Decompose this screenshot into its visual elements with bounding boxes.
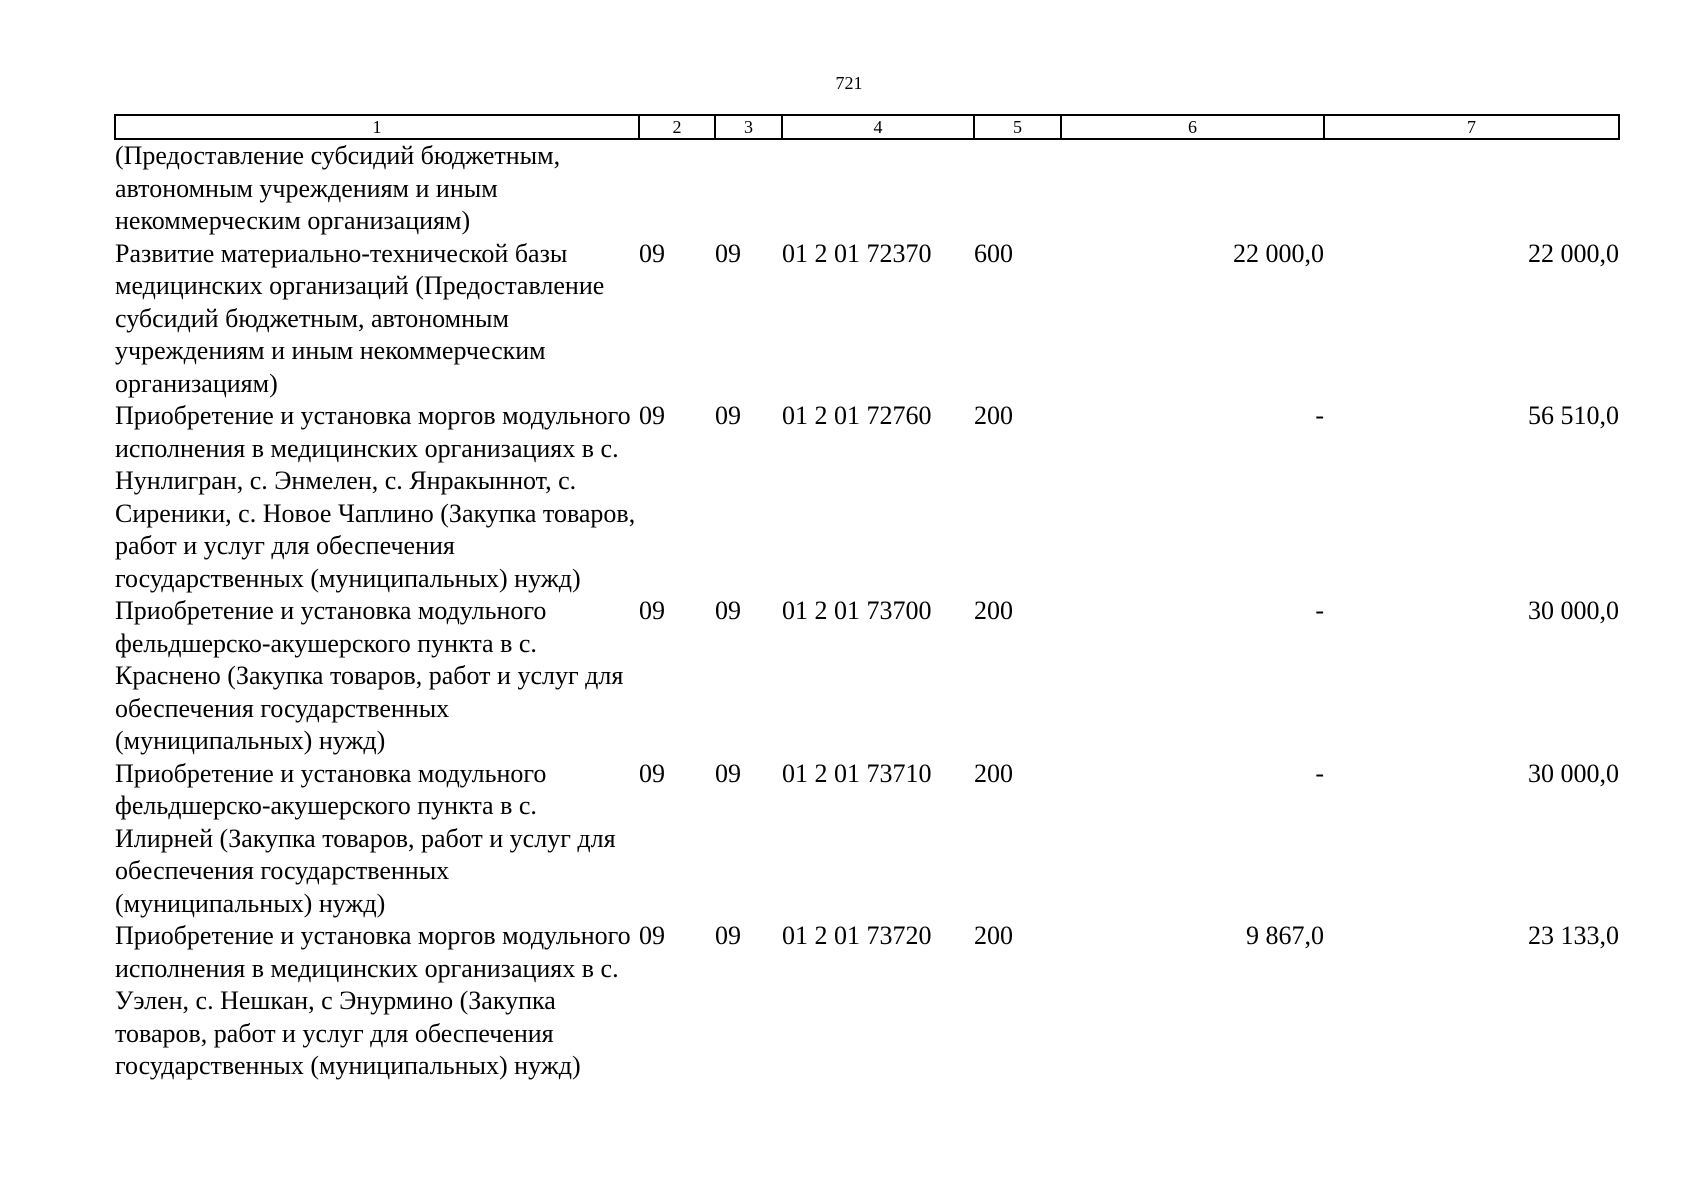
row-amount-6: - xyxy=(1315,596,1324,625)
row-subsection: 09 xyxy=(715,596,741,625)
row-amount-7: 56 510,0 xyxy=(1528,401,1619,430)
column-number-6: 6 xyxy=(1061,115,1324,139)
row-expense-type: 200 xyxy=(974,401,1013,430)
page-number: 721 xyxy=(835,73,863,93)
column-number-7: 7 xyxy=(1324,115,1619,139)
row-subsection: 09 xyxy=(715,921,741,950)
row-target-article: 01 2 01 73720 xyxy=(782,921,932,950)
row-expense-type: 200 xyxy=(974,921,1013,950)
budget-table xyxy=(114,114,1620,1083)
column-number-row xyxy=(115,115,1619,139)
row-subsection: 09 xyxy=(715,758,741,788)
column-number-3: 3 xyxy=(715,115,782,139)
table-body xyxy=(115,139,1619,1083)
row-section: 09 xyxy=(639,401,665,430)
row-expense-type: 600 xyxy=(974,238,1013,268)
table-row xyxy=(115,595,1619,758)
column-number-4: 4 xyxy=(782,115,974,139)
table-row xyxy=(115,139,1619,238)
row-amount-6: - xyxy=(1315,758,1324,788)
row-amount-6: - xyxy=(1315,401,1324,430)
row-subsection: 09 xyxy=(715,238,741,268)
row-section xyxy=(639,139,715,238)
row-amount-7 xyxy=(1324,139,1619,238)
table-row xyxy=(115,238,1619,401)
table-header xyxy=(115,115,1619,139)
row-target-article xyxy=(782,139,974,238)
row-section: 09 xyxy=(639,921,665,950)
row-target-article: 01 2 01 72760 xyxy=(782,401,932,430)
row-description: Приобретение и установка модульного фельдшерско-акушерского пункта в с. Краснено (Закупка товаров, работ и услуг для обеспечения государственных (муниципальных) нужд) xyxy=(115,596,624,755)
column-number-5: 5 xyxy=(974,115,1061,139)
row-expense-type: 200 xyxy=(974,758,1013,788)
row-amount-6: 9 867,0 xyxy=(1246,921,1324,950)
table-row xyxy=(115,758,1619,921)
row-subsection xyxy=(715,139,782,238)
row-amount-7: 30 000,0 xyxy=(1528,758,1619,788)
table-row xyxy=(115,920,1619,1083)
row-description: Развитие материально-технической базы медицинских организаций (Предоставление субсидий бюджетным, автономным учреждениям и иным некоммерческим организациям) xyxy=(115,238,605,398)
row-amount-6: 22 000,0 xyxy=(1233,238,1324,268)
row-target-article: 01 2 01 72370 xyxy=(782,238,932,268)
column-number-1: 1 xyxy=(115,115,639,139)
row-section: 09 xyxy=(639,596,665,625)
row-expense-type xyxy=(974,139,1061,238)
column-number-2: 2 xyxy=(639,115,715,139)
table-row xyxy=(115,400,1619,595)
row-amount-6 xyxy=(1061,139,1324,238)
row-expense-type: 200 xyxy=(974,596,1013,625)
row-amount-7: 23 133,0 xyxy=(1528,921,1619,950)
row-target-article: 01 2 01 73700 xyxy=(782,596,932,625)
row-section: 09 xyxy=(639,758,665,788)
row-section: 09 xyxy=(639,238,665,268)
row-amount-7: 30 000,0 xyxy=(1528,596,1619,625)
row-description: Приобретение и установка моргов модульного исполнения в медицинских организациях в с. Уэлен, с. Нешкан, с Энурмино (Закупка товаров, работ и услуг для обеспечения государственных (муниципальных) нужд) xyxy=(115,921,631,1080)
row-target-article: 01 2 01 73710 xyxy=(782,758,932,788)
row-description: Приобретение и установка моргов модульного исполнения в медицинских организациях в с. Нунлигран, с. Энмелен, с. Янракыннот, с. Сиреники, с. Новое Чаплино (Закупка товаров, работ и услуг для обеспечения государственных (муниципальных) нужд) xyxy=(115,401,636,593)
row-subsection: 09 xyxy=(715,401,741,430)
row-description: (Предоставление субсидий бюджетным, автономным учреждениям и иным некоммерческим организациям) xyxy=(115,141,561,235)
row-amount-7: 22 000,0 xyxy=(1528,238,1619,268)
row-description: Приобретение и установка модульного фельдшерско-акушерского пункта в с. Илирней (Закупка товаров, работ и услуг для обеспечения государственных (муниципальных) нужд) xyxy=(115,758,616,918)
